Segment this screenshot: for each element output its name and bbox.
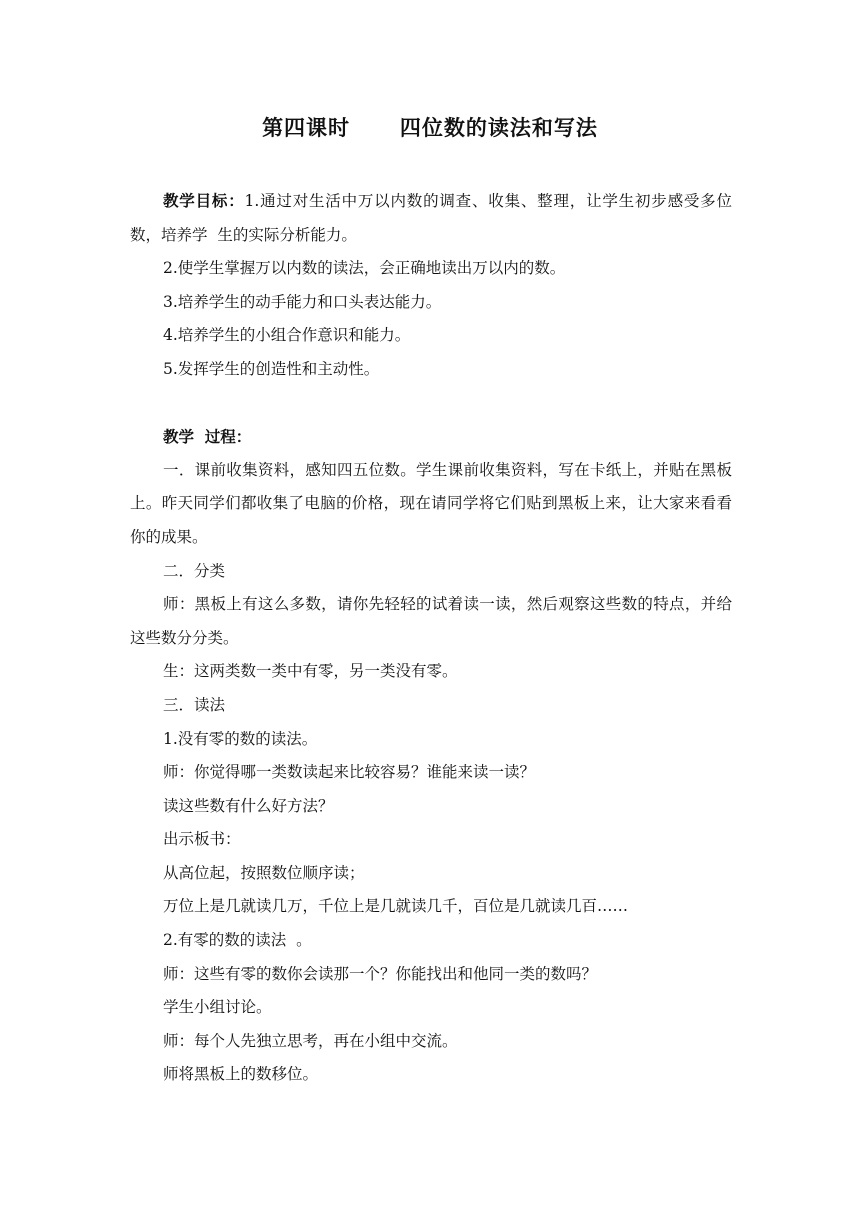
objective-item-4: 4.培养学生的小组合作意识和能力。 xyxy=(163,326,411,345)
process-paragraph-14: 学生小组讨论。 xyxy=(163,998,272,1017)
process-paragraph-3: 师：黑板上有这么多数，请你先轻轻的试着读一读，然后观察这些数的特点，并给这些数分分类。 xyxy=(130,595,732,647)
process-paragraph-12: 2.有零的数的读法 。 xyxy=(163,931,312,950)
process-paragraph-13: 师：这些有零的数你会读那一个？你能找出和他同一类的数吗？ xyxy=(163,964,598,983)
process-paragraph-4: 生：这两类数一类中有零，另一类没有零。 xyxy=(163,662,458,681)
process-heading: 教学 过程： xyxy=(163,427,252,447)
document-body xyxy=(130,184,732,1092)
process-paragraph-8: 读这些数有什么好方法？ xyxy=(163,796,334,815)
section-gap xyxy=(130,387,732,421)
process-paragraph-6: 1.没有零的数的读法。 xyxy=(163,729,318,748)
objective-item-2: 2.使学生掌握万以内数的读法，会正确地读出万以内的数。 xyxy=(163,259,566,278)
objectives-label: 教学目标： xyxy=(163,191,245,210)
process-paragraph-10: 从高位起，按照数位顺序读； xyxy=(163,863,365,882)
objectives-paragraph-1 xyxy=(130,184,732,252)
process-paragraph-15: 师：每个人先独立思考，再在小组中交流。 xyxy=(163,1031,458,1050)
process-paragraph-9: 出示板书： xyxy=(163,830,241,849)
process-paragraph-1: 一．课前收集资料，感知四五位数。学生课前收集资料，写在卡纸上，并贴在黑板上。昨天同学们都收集了电脑的价格，现在请同学将它们贴到黑板上来，让大家来看看你的成果。 xyxy=(130,460,732,546)
process-paragraph-7: 师：你觉得哪一类数读起来比较容易？谁能来读一读？ xyxy=(163,763,536,782)
process-paragraph-2: 二．分类 xyxy=(163,561,226,580)
process-paragraph-5: 三．读法 xyxy=(163,695,226,714)
objective-item-1: 1.通过对生活中万以内数的调查、收集、整理，让学生初步感受多位数，培养学 生的实际分析能力。 xyxy=(130,192,732,244)
process-paragraph-16: 师将黑板上的数移位。 xyxy=(163,1065,319,1084)
process-paragraph-11: 万位上是几就读几万，千位上是几就读几千，百位是几就读几百…… xyxy=(163,897,629,916)
objective-item-5: 5.发挥学生的创造性和主动性。 xyxy=(163,359,380,378)
page-title: 第四课时 四位数的读法和写法 xyxy=(262,115,598,140)
objective-item-3: 3.培养学生的动手能力和口头表达能力。 xyxy=(163,292,442,311)
